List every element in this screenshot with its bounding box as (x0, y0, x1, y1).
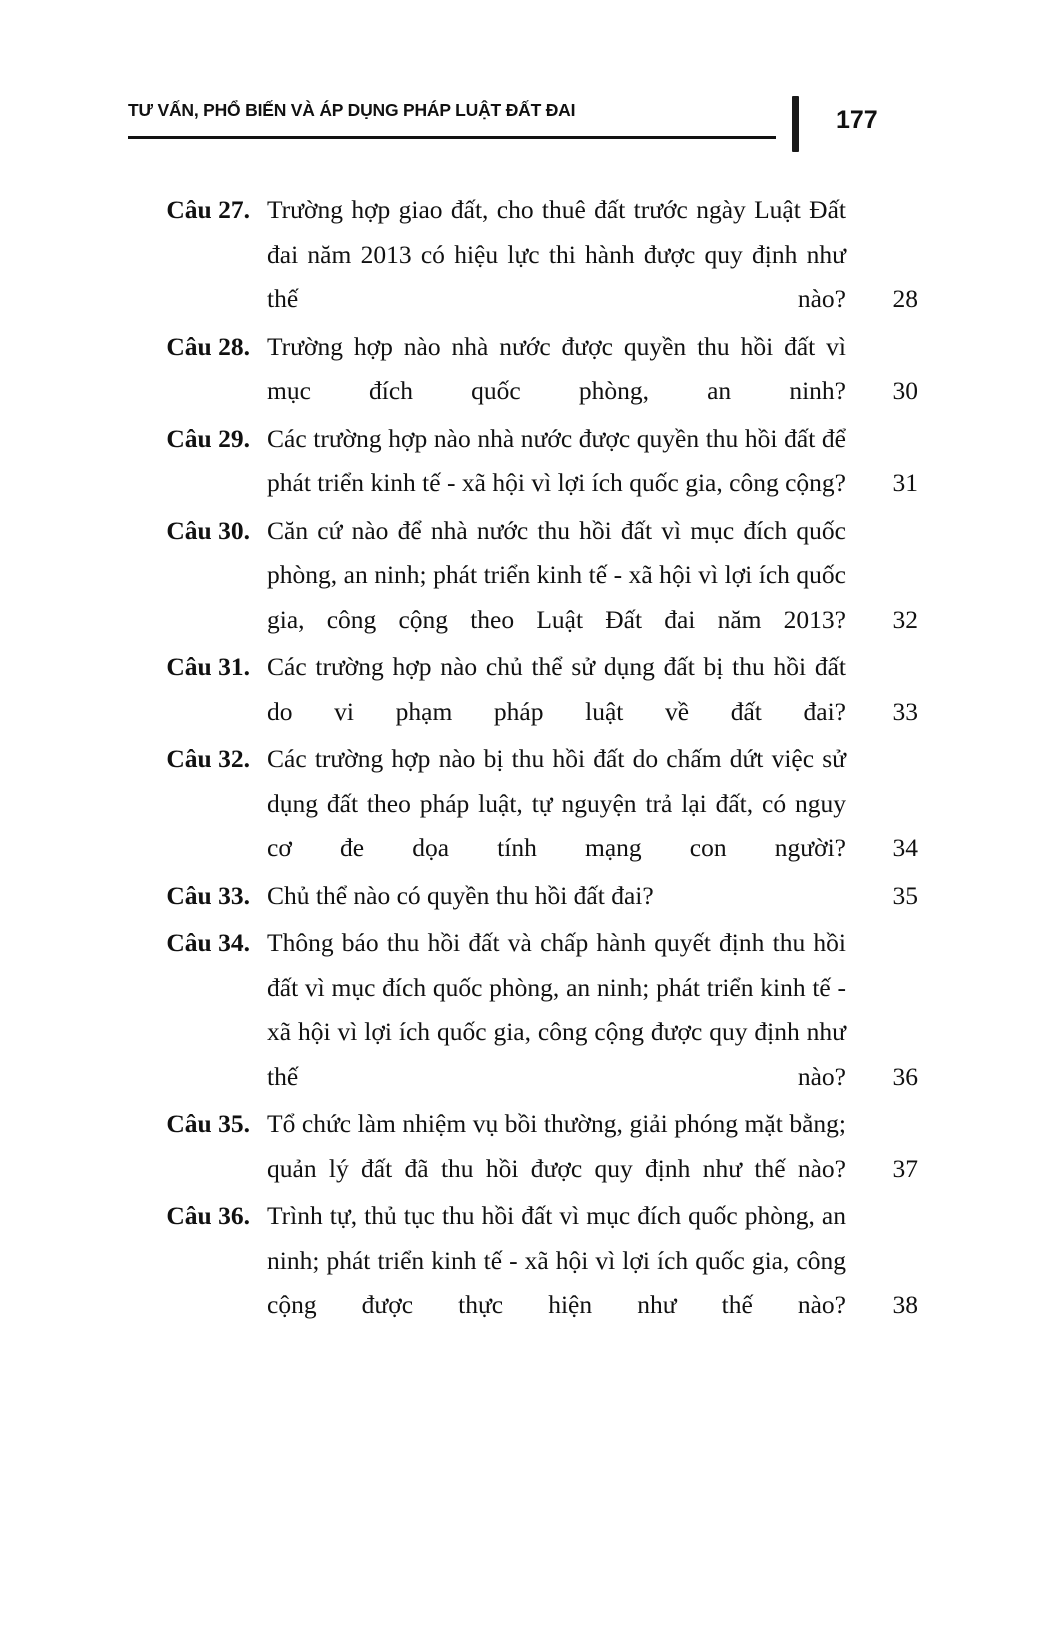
toc-entry-text: Tổ chức làm nhiệm vụ bồi thường, giải phóng mặt bằng; quản lý đất đã thu hồi được quy định như thế nào? (267, 1109, 846, 1183)
toc-entry-text: Trường hợp giao đất, cho thuê đất trước ngày Luật Đất đai năm 2013 có hiệu lực thi hành được quy định như thế nào? (267, 195, 846, 313)
toc-entry-page: 30 (892, 376, 918, 405)
page-number: 177 (836, 106, 878, 134)
toc-entry-text: Trình tự, thủ tục thu hồi đất vì mục đích quốc phòng, an ninh; phát triển kinh tế - xã hội vì lợi ích quốc gia, công cộng được thực hiện như thế nào? (267, 1201, 846, 1319)
toc-entry (128, 874, 918, 919)
toc-entry-text: Căn cứ nào để nhà nước thu hồi đất vì mục đích quốc phòng, an ninh; phát triển kinh tế - xã hội vì lợi ích quốc gia, công cộng theo Luật Đất đai năm 2013? (267, 515, 846, 634)
toc-entry-label: Câu 27. (166, 195, 250, 224)
toc-entry (128, 325, 918, 414)
toc-entry-label: Câu 34. (166, 928, 250, 957)
toc-entry-label: Câu 32. (166, 744, 250, 773)
toc-entry (128, 921, 918, 1099)
toc-entry-page: 38 (892, 1290, 918, 1319)
toc-entry-label: Câu 35. (166, 1109, 250, 1138)
toc-entry-body (267, 921, 918, 1099)
table-of-contents (128, 188, 918, 1331)
toc-entry-label: Câu 33. (166, 880, 250, 910)
page-header (128, 100, 918, 150)
toc-entry (128, 417, 918, 506)
header-divider (792, 96, 799, 152)
toc-entry-body (267, 417, 918, 506)
toc-entry-body (267, 188, 918, 322)
toc-entry-page: 32 (892, 604, 918, 634)
toc-entry-body (267, 737, 918, 871)
toc-entry-page: 35 (892, 880, 918, 910)
toc-entry-page: 37 (892, 1153, 918, 1183)
toc-entry (128, 737, 918, 871)
toc-entry-label: Câu 28. (166, 331, 250, 361)
header-rule (128, 136, 776, 139)
toc-entry-body (267, 874, 918, 919)
toc-entry (128, 645, 918, 734)
toc-entry-page: 28 (892, 284, 918, 313)
toc-entry-body (267, 509, 918, 643)
toc-entry-text: Chủ thể nào có quyền thu hồi đất đai? (267, 880, 654, 910)
toc-entry-page: 33 (892, 696, 918, 726)
toc-entry-text: Các trường hợp nào nhà nước được quyền thu hồi đất để phát triển kinh tế - xã hội vì lợi ích quốc gia, công cộng? (267, 423, 846, 497)
toc-entry-body (267, 1194, 918, 1328)
toc-entry-body (267, 325, 918, 414)
toc-entry (128, 509, 918, 643)
toc-entry-text: Trường hợp nào nhà nước được quyền thu hồi đất vì mục đích quốc phòng, an ninh? (267, 331, 846, 405)
toc-entry-text: Thông báo thu hồi đất và chấp hành quyết định thu hồi đất vì mục đích quốc phòng, an ninh; phát triển kinh tế - xã hội vì lợi ích quốc gia, công cộng được quy định như thế nào? (267, 928, 846, 1091)
toc-entry (128, 1194, 918, 1328)
running-head-title: TƯ VẤN, PHỔ BIẾN VÀ ÁP DỤNG PHÁP LUẬT ĐẤT ĐAI (128, 100, 576, 120)
toc-entry-page: 36 (892, 1061, 918, 1091)
toc-entry (128, 1102, 918, 1191)
toc-entry-page: 31 (892, 468, 918, 497)
toc-entry-text: Các trường hợp nào chủ thể sử dụng đất bị thu hồi đất do vi phạm pháp luật về đất đai? (267, 652, 846, 726)
toc-entry-body (267, 645, 918, 734)
toc-entry-label: Câu 31. (166, 652, 250, 681)
toc-entry-text: Các trường hợp nào bị thu hồi đất do chấm dứt việc sử dụng đất theo pháp luật, tự nguyện trả lại đất, có nguy cơ đe dọa tính mạng con người? (267, 744, 846, 862)
toc-entry (128, 188, 918, 322)
toc-entry-label: Câu 30. (166, 515, 250, 545)
toc-entry-page: 34 (892, 833, 918, 862)
toc-entry-label: Câu 29. (166, 423, 250, 453)
toc-entry-body (267, 1102, 918, 1191)
toc-entry-label: Câu 36. (166, 1201, 250, 1230)
